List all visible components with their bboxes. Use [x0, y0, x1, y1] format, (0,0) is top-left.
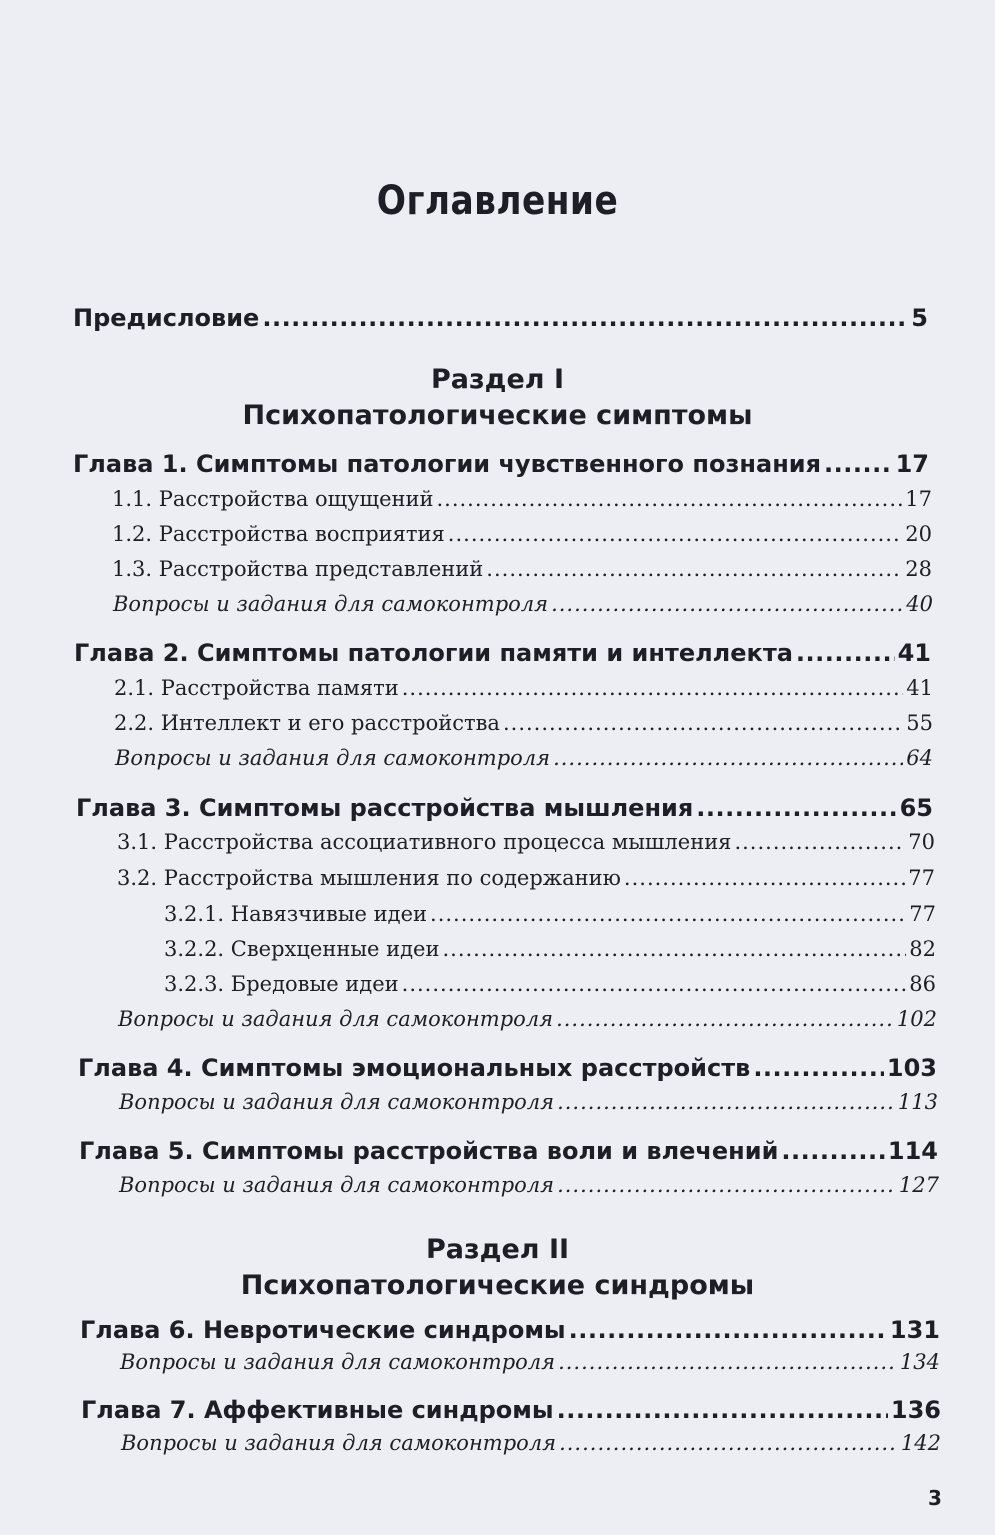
toc-page-number: 17: [895, 450, 929, 478]
toc-self-check[interactable]: [121, 1431, 941, 1455]
leader-dots: [557, 1173, 896, 1197]
leader-dots: [557, 1090, 895, 1114]
toc-label: Вопросы и задания для самоконтроля: [119, 1173, 555, 1197]
leader-dots: [624, 866, 905, 890]
toc-label: Глава 7. Аффективные синдромы: [81, 1396, 554, 1424]
leader-dots: [824, 450, 893, 478]
toc-page-number: 102: [896, 1007, 937, 1031]
toc-subsection[interactable]: [114, 711, 933, 735]
toc-label: 3.1. Расстройства ассоциативного процесса мышления: [117, 830, 732, 854]
leader-dots: [442, 937, 906, 961]
section-label: Раздел I: [430, 364, 565, 395]
toc-page-number: 64: [906, 746, 933, 770]
toc-chapter[interactable]: [78, 1054, 937, 1082]
toc-page-number: 41: [897, 639, 931, 667]
leader-dots: [557, 1396, 888, 1424]
leader-dots: [553, 746, 903, 770]
toc-page-number: 113: [897, 1090, 938, 1114]
toc-subsubsection[interactable]: [164, 972, 936, 996]
toc-page-number: 134: [899, 1350, 940, 1374]
toc-label: Вопросы и задания для самоконтроля: [113, 592, 549, 616]
toc-label: Глава 3. Симптомы расстройства мышления: [76, 794, 694, 822]
toc-label: 3.2.2. Сверхценные идеи: [164, 937, 440, 961]
toc-self-check[interactable]: [120, 1350, 940, 1374]
toc-label: 3.2.1. Навязчивые идеи: [164, 902, 428, 926]
leader-dots: [556, 1007, 894, 1031]
toc-page-number: 41: [906, 676, 933, 700]
toc-page-number: 142: [900, 1431, 941, 1455]
toc-chapter[interactable]: [74, 639, 931, 667]
leader-dots: [796, 639, 895, 667]
toc-page-number: 86: [909, 972, 936, 996]
toc-preface[interactable]: [73, 304, 928, 332]
section-title: Психопатологические синдромы: [240, 1270, 755, 1301]
toc-label: Вопросы и задания для самоконтроля: [115, 746, 551, 770]
toc-subsection[interactable]: [117, 866, 935, 890]
toc-self-check[interactable]: [115, 746, 933, 770]
toc-page-number: 77: [908, 866, 935, 890]
toc-page-number: 82: [909, 937, 936, 961]
toc-label: Глава 2. Симптомы патологии памяти и интеллекта: [74, 639, 793, 667]
toc-self-check[interactable]: [113, 592, 933, 616]
toc-chapter[interactable]: [76, 794, 933, 822]
leader-dots: [503, 711, 903, 735]
toc-label: Глава 4. Симптомы эмоциональных расстройств: [78, 1054, 751, 1082]
section-heading: [0, 1232, 995, 1304]
toc-label: 1.3. Расстройства представлений: [112, 557, 484, 581]
toc-page-number: 40: [906, 592, 933, 616]
toc-page-number: 17: [905, 487, 932, 511]
toc-chapter[interactable]: [81, 1396, 941, 1424]
toc-label: Глава 6. Невротические синдромы: [80, 1316, 566, 1344]
leader-dots: [781, 1137, 885, 1165]
toc-label: Предисловие: [73, 304, 260, 332]
toc-label: 1.2. Расстройства восприятия: [112, 522, 445, 546]
section-title: Психопатологические симптомы: [242, 400, 753, 431]
toc-label: Глава 5. Симптомы расстройства воли и влечений: [79, 1137, 779, 1165]
toc-label: Вопросы и задания для самоконтроля: [121, 1431, 557, 1455]
toc-page-number: 127: [898, 1173, 939, 1197]
leader-dots: [569, 1316, 887, 1344]
toc-page-number: 20: [905, 522, 932, 546]
toc-self-check[interactable]: [119, 1090, 938, 1114]
toc-page-number: 131: [889, 1316, 940, 1344]
toc-chapter[interactable]: [80, 1316, 940, 1344]
leader-dots: [551, 592, 903, 616]
leader-dots: [262, 304, 908, 332]
toc-label: Вопросы и задания для самоконтроля: [118, 1007, 554, 1031]
toc-label: Вопросы и задания для самоконтроля: [120, 1350, 556, 1374]
toc-page-number: 114: [887, 1137, 938, 1165]
leader-dots: [402, 676, 904, 700]
page-number: 3: [928, 1486, 942, 1510]
leader-dots: [696, 794, 896, 822]
toc-page-number: 55: [906, 711, 933, 735]
leader-dots: [430, 902, 906, 926]
toc-subsection[interactable]: [112, 557, 932, 581]
toc-label: 2.2. Интеллект и его расстройства: [114, 711, 500, 735]
leader-dots: [559, 1431, 898, 1455]
toc-self-check[interactable]: [118, 1007, 937, 1031]
toc-subsection[interactable]: [112, 487, 932, 511]
toc-label: Вопросы и задания для самоконтроля: [119, 1090, 555, 1114]
toc-subsection[interactable]: [114, 676, 933, 700]
toc-label: Глава 1. Симптомы патологии чувственного познания: [73, 450, 821, 478]
toc-page-number: 70: [908, 830, 935, 854]
section-heading: [0, 362, 995, 434]
leader-dots: [402, 972, 907, 996]
toc-page-number: 28: [905, 557, 932, 581]
toc-subsection[interactable]: [112, 522, 932, 546]
toc-page-number: 65: [899, 794, 933, 822]
leader-dots: [734, 830, 905, 854]
toc-self-check[interactable]: [119, 1173, 939, 1197]
leader-dots: [436, 487, 902, 511]
toc-chapter[interactable]: [79, 1137, 938, 1165]
page-title: Оглавление: [376, 178, 619, 224]
toc-label: 1.1. Расстройства ощущений: [112, 487, 434, 511]
toc-label: 3.2.3. Бредовые идеи: [164, 972, 399, 996]
section-label: Раздел II: [425, 1234, 570, 1265]
toc-chapter[interactable]: [73, 450, 929, 478]
leader-dots: [558, 1350, 897, 1374]
toc-label: 2.1. Расстройства памяти: [114, 676, 399, 700]
toc-subsubsection[interactable]: [164, 937, 936, 961]
toc-page-number: 5: [911, 304, 928, 332]
leader-dots: [448, 522, 902, 546]
leader-dots: [486, 557, 902, 581]
toc-subsubsection[interactable]: [164, 902, 936, 926]
toc-page-number: 77: [909, 902, 936, 926]
leader-dots: [753, 1054, 884, 1082]
toc-subsection[interactable]: [117, 830, 935, 854]
toc-page-number: 103: [886, 1054, 937, 1082]
toc-page-number: 136: [890, 1396, 941, 1424]
toc-label: 3.2. Расстройства мышления по содержанию: [117, 866, 621, 890]
